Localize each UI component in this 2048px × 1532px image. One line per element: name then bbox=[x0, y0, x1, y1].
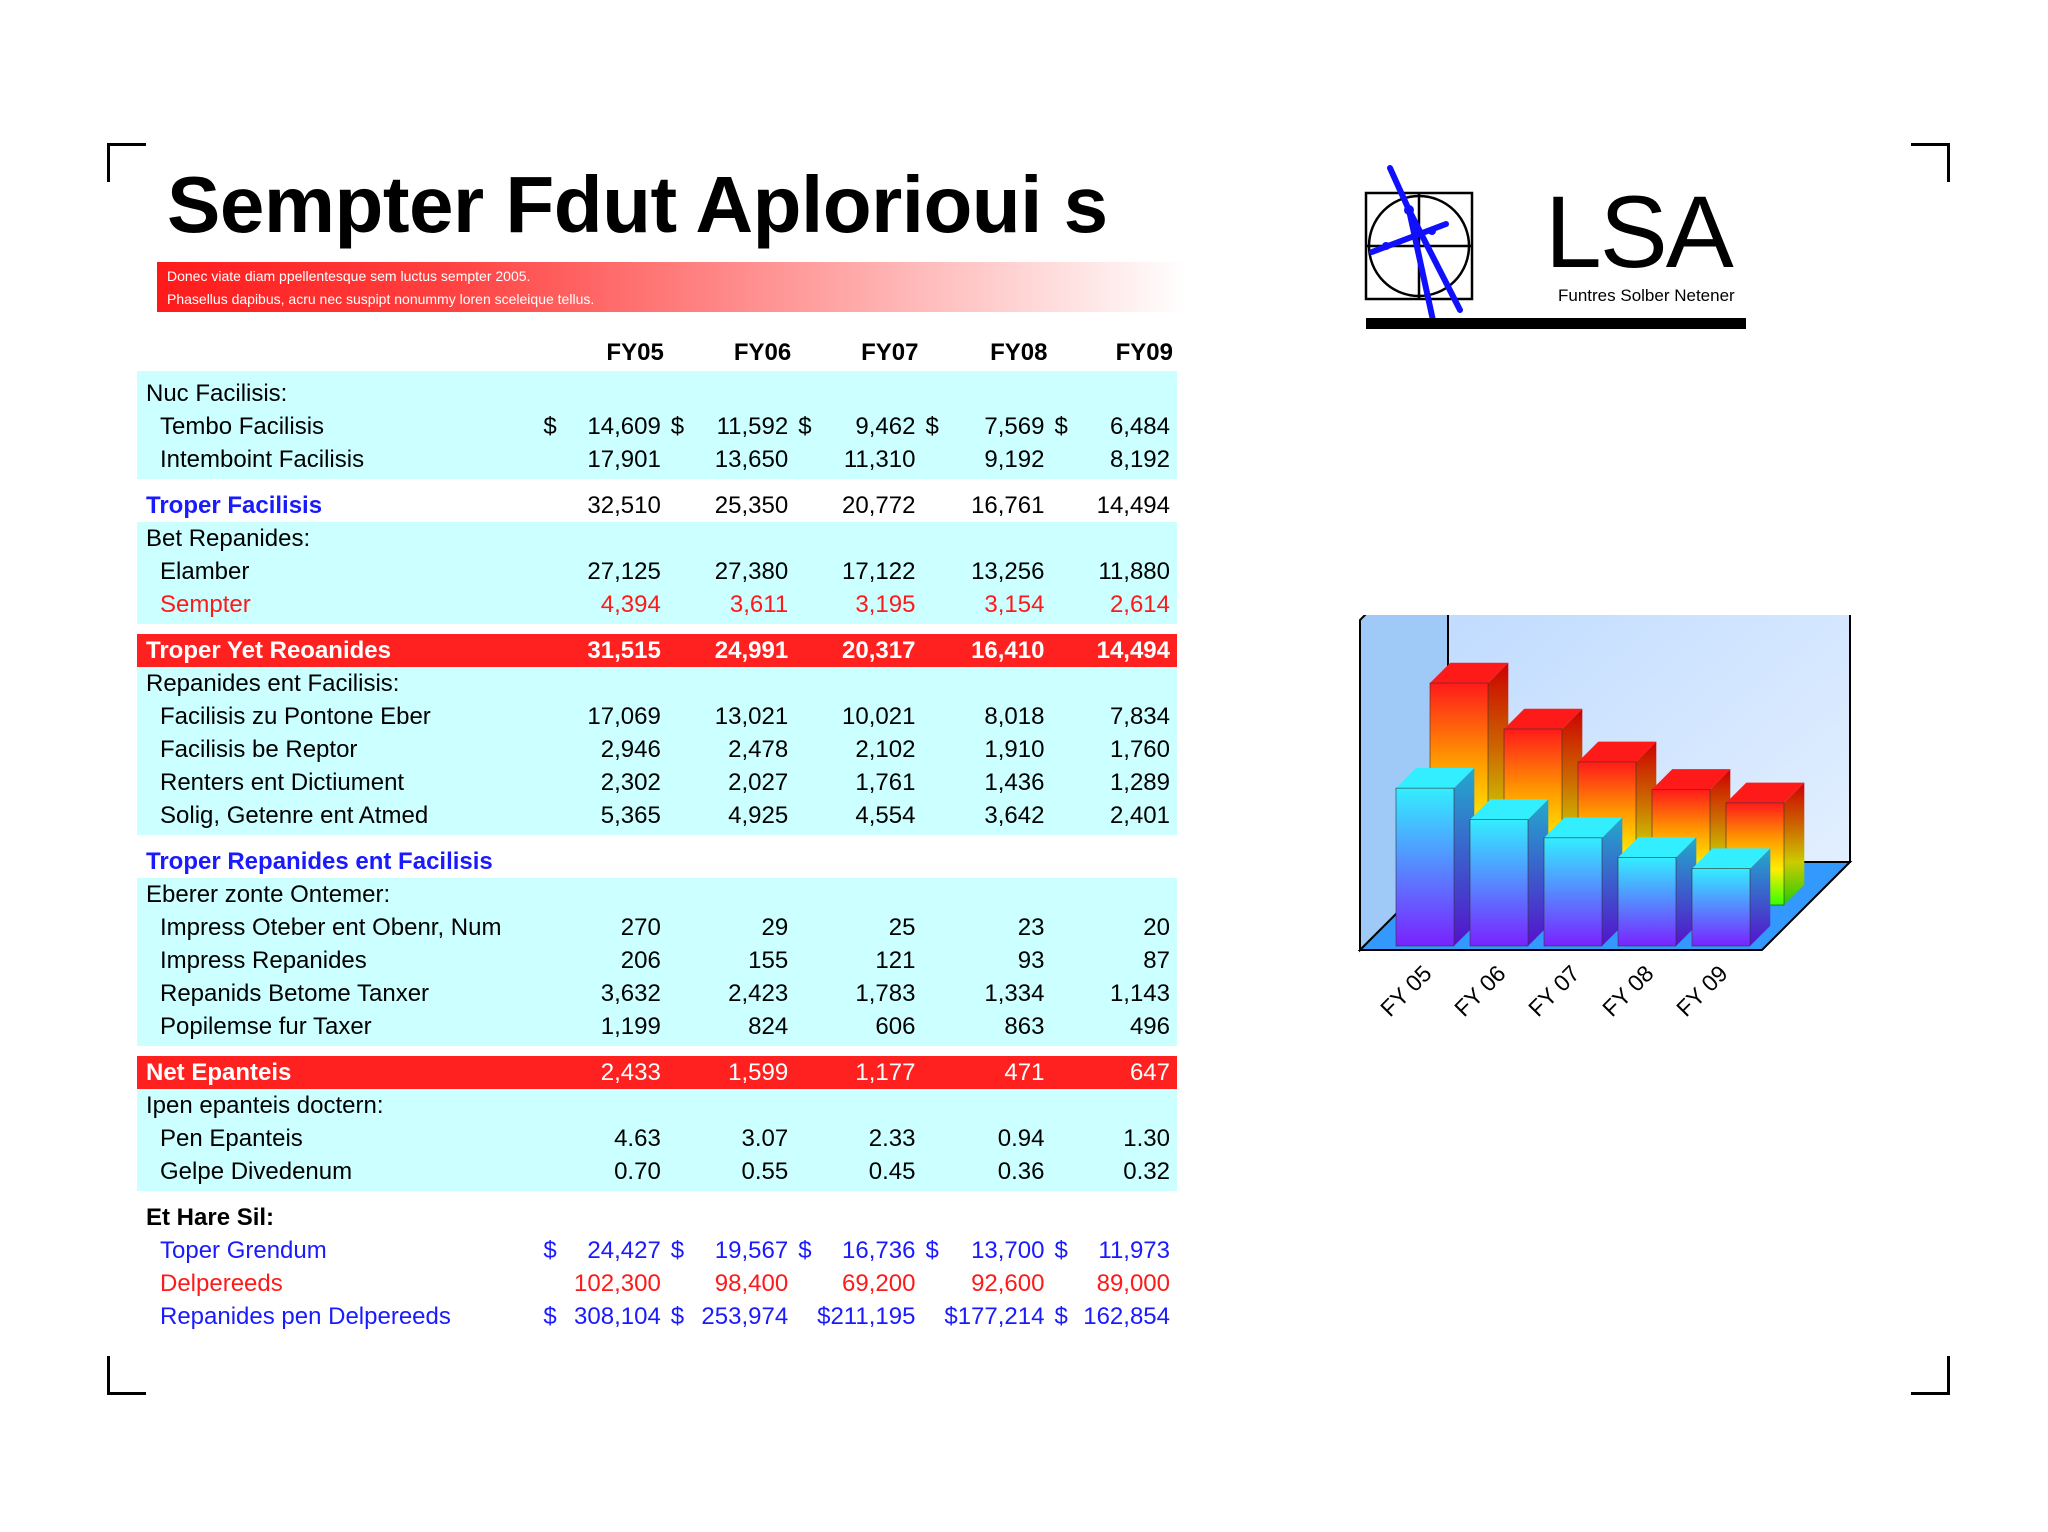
cell-value: 10,021 bbox=[813, 700, 922, 733]
currency-symbol: $ bbox=[670, 1237, 685, 1264]
year-header: FY06 bbox=[733, 338, 792, 366]
cell-value: 87 bbox=[1069, 944, 1177, 977]
cell-value: 206 bbox=[558, 944, 667, 977]
cell-value: 17,069 bbox=[558, 700, 667, 733]
currency-symbol: $ bbox=[1051, 410, 1069, 443]
section-heading-row bbox=[137, 1089, 1177, 1122]
subtotal-row bbox=[137, 489, 1177, 522]
row-label: Troper Yet Reoanides bbox=[137, 634, 540, 667]
row-label: Renters ent Dictiument bbox=[137, 766, 540, 799]
table-row bbox=[137, 1155, 1177, 1191]
currency-symbol: $ bbox=[795, 410, 813, 443]
row-label: Facilisis be Reptor bbox=[137, 733, 540, 766]
table-row bbox=[137, 1300, 1177, 1333]
cell-value: 89,000 bbox=[1096, 1270, 1170, 1297]
cell-value: 4,554 bbox=[813, 799, 922, 835]
cell-value: 14,494 bbox=[1069, 634, 1177, 667]
cell-value: 5,365 bbox=[558, 799, 667, 835]
currency-symbol: $ bbox=[798, 1237, 812, 1264]
section-heading: Eberer zonte Ontemer: bbox=[137, 878, 540, 911]
logo-underline bbox=[1366, 318, 1746, 329]
cell-value: 16,410 bbox=[940, 634, 1051, 667]
cell-value: 98,400 bbox=[714, 1270, 789, 1297]
currency-symbol: $ bbox=[543, 1237, 557, 1264]
cell-value: 4.63 bbox=[558, 1122, 667, 1155]
row-label: Gelpe Divedenum bbox=[137, 1155, 540, 1191]
header-row bbox=[137, 333, 1177, 371]
crop-mark-top-left bbox=[107, 143, 146, 182]
currency-symbol: $ bbox=[922, 410, 940, 443]
table-row bbox=[137, 555, 1177, 588]
crop-mark-bottom-right bbox=[1911, 1356, 1950, 1395]
crop-mark-top-right bbox=[1911, 143, 1950, 182]
x-tick-label: FY 09 bbox=[1671, 960, 1733, 1022]
cell-value: 11,310 bbox=[813, 443, 922, 479]
cell-value: 6,484 bbox=[1069, 410, 1177, 443]
x-tick-label: FY 06 bbox=[1449, 960, 1511, 1022]
cell-value: 162,854 bbox=[1083, 1303, 1170, 1330]
section-heading-row bbox=[137, 522, 1177, 555]
currency-symbol: $ bbox=[925, 1237, 939, 1264]
cell-value: 23 bbox=[940, 911, 1051, 944]
cell-value: 16,736 bbox=[842, 1237, 916, 1264]
cell-value: 93 bbox=[940, 944, 1051, 977]
cell-value: 1,436 bbox=[940, 766, 1051, 799]
cell-value: 3,195 bbox=[813, 588, 922, 624]
table-row bbox=[137, 944, 1177, 977]
cell-value: 1,334 bbox=[940, 977, 1051, 1010]
section-heading-row bbox=[137, 667, 1177, 700]
table-row bbox=[137, 733, 1177, 766]
bar-front-2 bbox=[1544, 838, 1602, 946]
section-heading: Et Hare Sil: bbox=[146, 1204, 275, 1231]
row-label: Facilisis zu Pontone Eber bbox=[137, 700, 540, 733]
section-heading-row bbox=[137, 878, 1177, 911]
cell-value: 92,600 bbox=[971, 1270, 1045, 1297]
row-label: Sempter bbox=[137, 588, 540, 624]
table-row bbox=[137, 700, 1177, 733]
cell-value: 11,592 bbox=[686, 410, 795, 443]
x-tick-label: FY 07 bbox=[1523, 960, 1585, 1022]
cell-value: 2,401 bbox=[1069, 799, 1177, 835]
cell-value: 3,611 bbox=[686, 588, 795, 624]
x-tick-label: FY 05 bbox=[1375, 960, 1437, 1022]
cell-value: 13,021 bbox=[686, 700, 795, 733]
cell-value: 19,567 bbox=[714, 1237, 789, 1264]
cell-value: 27,125 bbox=[558, 555, 667, 588]
banner-line-2: Phasellus dapibus, acru nec suspipt nonummy loren sceleique tellus. bbox=[167, 291, 595, 307]
currency-symbol: $ bbox=[540, 410, 558, 443]
cell-value: 647 bbox=[1069, 1056, 1177, 1089]
cell-value: 2.33 bbox=[813, 1122, 922, 1155]
currency-symbol: $ bbox=[1054, 1303, 1068, 1330]
cell-value: 2,102 bbox=[813, 733, 922, 766]
cell-value: 1,289 bbox=[1069, 766, 1177, 799]
cell-value: 24,991 bbox=[686, 634, 795, 667]
section-heading: Repanides ent Facilisis: bbox=[137, 667, 540, 700]
bar-front-4 bbox=[1692, 869, 1750, 946]
cell-value: 1,760 bbox=[1069, 733, 1177, 766]
cell-value: 20 bbox=[1069, 911, 1177, 944]
cell-value: 471 bbox=[940, 1056, 1051, 1089]
bar-front-0 bbox=[1396, 788, 1454, 946]
row-label: Impress Repanides bbox=[137, 944, 540, 977]
cell-value: 13,650 bbox=[686, 443, 795, 479]
cell-value: 25,350 bbox=[714, 492, 789, 519]
row-label: Troper Facilisis bbox=[146, 492, 323, 519]
section-heading: Bet Repanides: bbox=[137, 522, 540, 555]
cell-value: $211,195 bbox=[817, 1303, 916, 1330]
cell-value: 155 bbox=[686, 944, 795, 977]
bar-back-4-side bbox=[1784, 783, 1804, 905]
year-header: FY08 bbox=[990, 338, 1048, 366]
cell-value: 270 bbox=[558, 911, 667, 944]
currency-symbol: $ bbox=[668, 410, 686, 443]
x-tick-label: FY 08 bbox=[1597, 960, 1659, 1022]
table-row bbox=[137, 1267, 1177, 1300]
cell-value: 31,515 bbox=[558, 634, 667, 667]
row-label: Popilemse fur Taxer bbox=[137, 1010, 540, 1046]
cell-value: 9,192 bbox=[940, 443, 1051, 479]
cell-value: 1,761 bbox=[813, 766, 922, 799]
subtitle-banner bbox=[157, 262, 1187, 312]
cell-value: 0.32 bbox=[1069, 1155, 1177, 1191]
cell-value: 11,973 bbox=[1098, 1237, 1170, 1264]
table-row bbox=[137, 1234, 1177, 1267]
cell-value: 253,974 bbox=[701, 1303, 789, 1330]
cell-value: 1,599 bbox=[686, 1056, 795, 1089]
cell-value: 1,199 bbox=[558, 1010, 667, 1046]
financial-table bbox=[137, 333, 1177, 1333]
cell-value: 1,910 bbox=[940, 733, 1051, 766]
highlight-row bbox=[137, 1056, 1177, 1089]
cell-value: 121 bbox=[813, 944, 922, 977]
cell-value: 1,143 bbox=[1069, 977, 1177, 1010]
cell-value: 308,104 bbox=[574, 1303, 661, 1330]
subtotal-row bbox=[137, 845, 1177, 878]
row-label: Troper Repanides ent Facilisis bbox=[146, 848, 493, 875]
cell-value: 25 bbox=[813, 911, 922, 944]
cell-value: 0.36 bbox=[940, 1155, 1051, 1191]
cell-value: 4,394 bbox=[558, 588, 667, 624]
cell-value: 3.07 bbox=[686, 1122, 795, 1155]
cell-value: 1.30 bbox=[1069, 1122, 1177, 1155]
banner-line-1: Donec viate diam ppellentesque sem luctus sempter 2005. bbox=[167, 268, 531, 284]
cell-value: 1,783 bbox=[813, 977, 922, 1010]
cell-value: 13,700 bbox=[971, 1237, 1045, 1264]
cell-value: 20,772 bbox=[842, 492, 916, 519]
table-row bbox=[137, 977, 1177, 1010]
cell-value: 2,478 bbox=[686, 733, 795, 766]
row-label: Impress Oteber ent Obenr, Num bbox=[137, 911, 540, 944]
cell-value: 7,834 bbox=[1069, 700, 1177, 733]
cell-value: 0.45 bbox=[813, 1155, 922, 1191]
currency-symbol: $ bbox=[1054, 1237, 1068, 1264]
cell-value: 3,154 bbox=[940, 588, 1051, 624]
year-header: FY07 bbox=[861, 338, 919, 366]
row-label: Net Epanteis bbox=[137, 1056, 540, 1089]
year-header: FY05 bbox=[606, 338, 664, 366]
table-row bbox=[137, 410, 1177, 443]
cell-value: 29 bbox=[686, 911, 795, 944]
cell-value: 0.70 bbox=[558, 1155, 667, 1191]
row-label: Repanids Betome Tanxer bbox=[137, 977, 540, 1010]
cell-value: 11,880 bbox=[1069, 555, 1177, 588]
cell-value: 17,122 bbox=[813, 555, 922, 588]
row-label: Pen Epanteis bbox=[137, 1122, 540, 1155]
cell-value: 0.94 bbox=[940, 1122, 1051, 1155]
section-heading-row bbox=[137, 1201, 1177, 1234]
cell-value: 14,494 bbox=[1096, 492, 1170, 519]
cell-value: 24,427 bbox=[587, 1237, 661, 1264]
cell-value: 2,302 bbox=[558, 766, 667, 799]
bar-chart-3d bbox=[1350, 615, 1910, 1045]
cell-value: 13,256 bbox=[940, 555, 1051, 588]
row-label: Solig, Getenre ent Atmed bbox=[137, 799, 540, 835]
cell-value: 32,510 bbox=[587, 492, 661, 519]
crop-mark-bottom-left bbox=[107, 1356, 146, 1395]
cell-value: 14,609 bbox=[558, 410, 667, 443]
table-row bbox=[137, 799, 1177, 835]
row-label: Repanides pen Delpereeds bbox=[160, 1303, 451, 1330]
cell-value: 7,569 bbox=[940, 410, 1051, 443]
cell-value: 69,200 bbox=[842, 1270, 916, 1297]
table-row bbox=[137, 766, 1177, 799]
row-label: Delpereeds bbox=[160, 1270, 283, 1297]
cell-value: 2,433 bbox=[558, 1056, 667, 1089]
row-label: Tembo Facilisis bbox=[137, 410, 540, 443]
cell-value: 20,317 bbox=[813, 634, 922, 667]
cell-value: 0.55 bbox=[686, 1155, 795, 1191]
table-row bbox=[137, 443, 1177, 479]
cell-value: 496 bbox=[1069, 1010, 1177, 1046]
highlight-row bbox=[137, 634, 1177, 667]
cell-value: $177,214 bbox=[944, 1303, 1045, 1330]
cell-value: 824 bbox=[686, 1010, 795, 1046]
cell-value: 3,632 bbox=[558, 977, 667, 1010]
table-row bbox=[137, 911, 1177, 944]
currency-symbol: $ bbox=[670, 1303, 685, 1330]
row-label: Elamber bbox=[137, 555, 540, 588]
bar-front-3 bbox=[1618, 857, 1676, 946]
row-label: Toper Grendum bbox=[160, 1237, 327, 1264]
cell-value: 2,614 bbox=[1069, 588, 1177, 624]
cell-value: 863 bbox=[940, 1010, 1051, 1046]
cell-value: 2,027 bbox=[686, 766, 795, 799]
year-header: FY09 bbox=[1115, 338, 1173, 366]
cell-value: 606 bbox=[813, 1010, 922, 1046]
row-label: Intemboint Facilisis bbox=[137, 443, 540, 479]
cell-value: 16,761 bbox=[971, 492, 1045, 519]
logo-wordmark: LSA bbox=[1545, 175, 1732, 289]
cell-value: 4,925 bbox=[686, 799, 795, 835]
cell-value: 8,192 bbox=[1069, 443, 1177, 479]
section-heading: Ipen epanteis doctern: bbox=[137, 1089, 540, 1122]
bar-front-1 bbox=[1470, 820, 1528, 946]
cell-value: 3,642 bbox=[940, 799, 1051, 835]
cell-value: 17,901 bbox=[558, 443, 667, 479]
table-row bbox=[137, 588, 1177, 624]
cell-value: 2,946 bbox=[558, 733, 667, 766]
page-title: Sempter Fdut Aplorioui s bbox=[167, 160, 1108, 249]
section-heading: Nuc Facilisis: bbox=[137, 371, 540, 410]
cell-value: 2,423 bbox=[686, 977, 795, 1010]
table-row bbox=[137, 1122, 1177, 1155]
logo-tagline: Funtres Solber Netener bbox=[1558, 286, 1735, 305]
cell-value: 102,300 bbox=[574, 1270, 661, 1297]
section-heading-row bbox=[137, 371, 1177, 410]
currency-symbol: $ bbox=[543, 1303, 557, 1330]
cell-value: 27,380 bbox=[686, 555, 795, 588]
cell-value: 1,177 bbox=[813, 1056, 922, 1089]
cell-value: 8,018 bbox=[940, 700, 1051, 733]
cell-value: 9,462 bbox=[813, 410, 922, 443]
table-row bbox=[137, 1010, 1177, 1046]
